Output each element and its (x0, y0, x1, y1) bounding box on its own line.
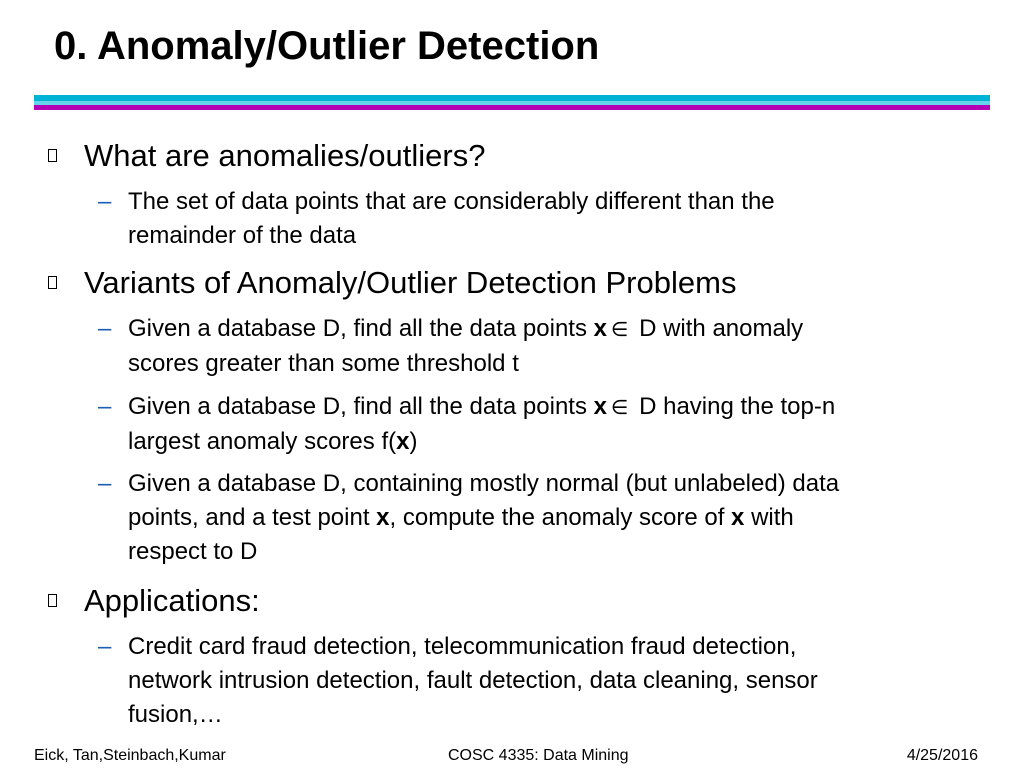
dash-bullet-icon: – (98, 393, 112, 420)
dash-bullet-icon: – (98, 315, 112, 342)
sub-bullet-line: Credit card fraud detection, telecommunication fraud detection, (128, 633, 797, 660)
sub-bullet-line: respect to D (128, 538, 258, 565)
sub-bullet-line: scores greater than some threshold t (128, 350, 519, 377)
variable-x: x (376, 504, 390, 531)
square-bullet-icon (48, 276, 57, 289)
bullet-item (84, 584, 1004, 618)
variable-x: x (593, 393, 607, 420)
bullet-text: Applications: (84, 583, 260, 618)
sub-bullet-item (98, 312, 988, 381)
variable-x: x (396, 428, 410, 455)
title-rule-bottom (34, 105, 990, 110)
element-of-symbol: ∈ (611, 319, 629, 341)
dash-bullet-icon: – (98, 470, 112, 497)
footer-course: COSC 4335: Data Mining (448, 747, 629, 764)
dash-bullet-icon: – (98, 633, 112, 660)
sub-bullet-item (98, 185, 988, 253)
sub-bullet-line: points, and a test point x, compute the anomaly score of x with (128, 504, 794, 531)
slide-title: 0. Anomaly/Outlier Detection (54, 24, 600, 68)
sub-bullet-item (98, 467, 988, 569)
variable-x: x (593, 315, 607, 342)
bullet-item (84, 266, 1004, 300)
footer-authors: Eick, Tan,Steinbach,Kumar (34, 747, 226, 764)
variable-x: x (731, 504, 745, 531)
sub-bullet-line: fusion,… (128, 701, 223, 728)
sub-bullet-line: Given a database D, find all the data points x ∈ D with anomaly (128, 315, 804, 342)
square-bullet-icon (48, 594, 57, 607)
sub-bullet-line: The set of data points that are considerably different than the (128, 188, 775, 215)
dash-bullet-icon: – (98, 188, 112, 215)
bullet-text: Variants of Anomaly/Outlier Detection Problems (84, 265, 737, 300)
sub-bullet-item (98, 390, 988, 459)
sub-bullet-item (98, 630, 988, 732)
bullet-item (84, 139, 1004, 173)
bullet-text: What are anomalies/outliers? (84, 138, 486, 173)
sub-bullet-line: largest anomaly scores f(x) (128, 428, 418, 455)
sub-bullet-line: Given a database D, containing mostly normal (but unlabeled) data (128, 470, 840, 497)
sub-bullet-line: network intrusion detection, fault detection, data cleaning, sensor (128, 667, 818, 694)
footer-date: 4/25/2016 (906, 747, 978, 764)
sub-bullet-line: Given a database D, find all the data points x ∈ D having the top-n (128, 393, 836, 420)
element-of-symbol: ∈ (611, 397, 629, 419)
square-bullet-icon (48, 149, 57, 162)
sub-bullet-line: remainder of the data (128, 222, 357, 249)
